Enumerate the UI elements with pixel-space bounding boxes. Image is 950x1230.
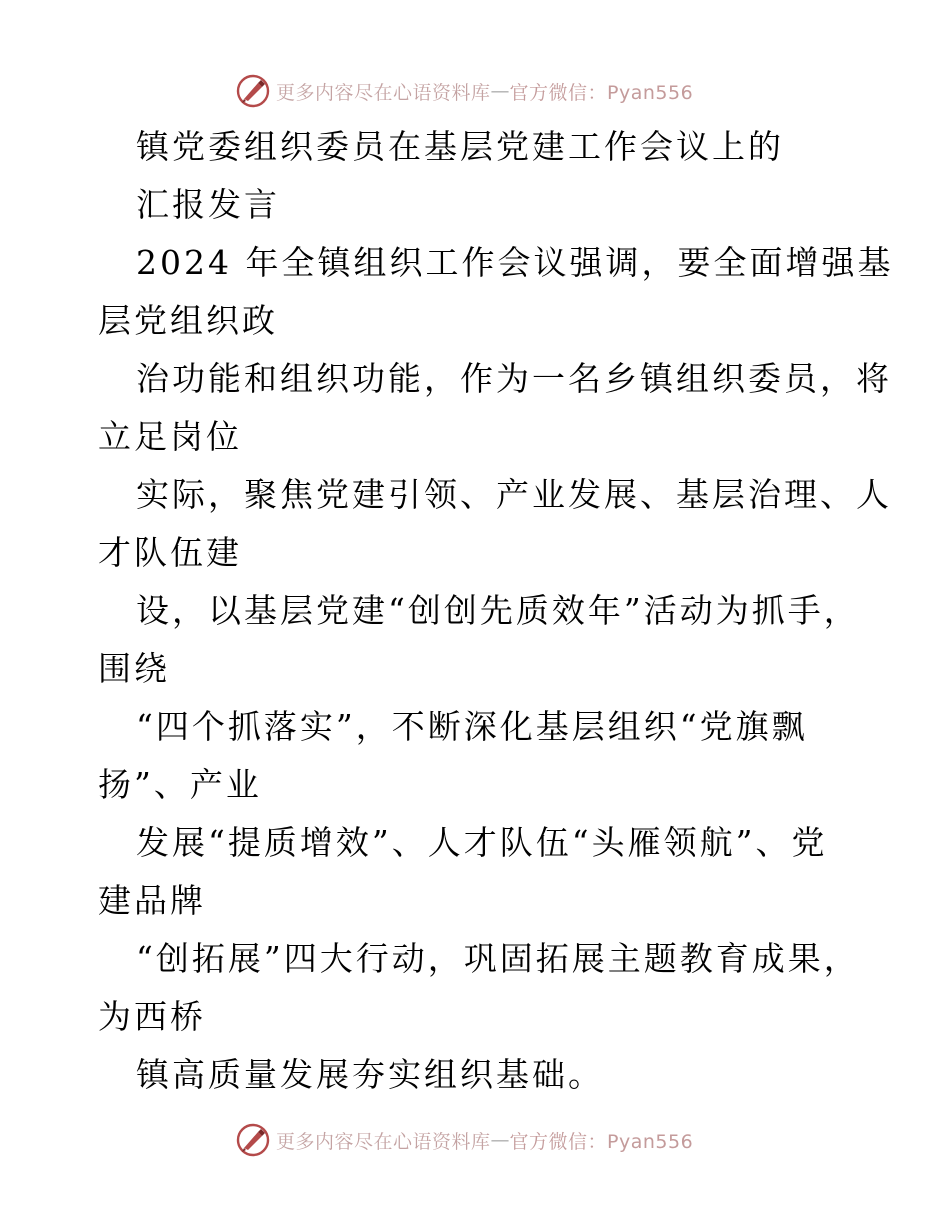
text-line: 建品牌 bbox=[98, 881, 206, 920]
text-line: 围绕 bbox=[98, 649, 170, 688]
text-line: 镇高质量发展夯实组织基础。 bbox=[136, 1055, 604, 1094]
text-line: 层党组织政 bbox=[98, 301, 278, 340]
text-line: 2024 年全镇组织工作会议强调，要全面增强基 bbox=[136, 243, 894, 282]
text-line: 治功能和组织功能，作为一名乡镇组织委员，将 bbox=[136, 359, 892, 398]
watermark-wechat-text: 官方微信：Pyan556 bbox=[509, 1130, 694, 1153]
watermark-lead-text: 更多内容尽在心语资料库 bbox=[276, 81, 491, 104]
text-line: 才队伍建 bbox=[98, 533, 242, 572]
title-line-2: 汇报发言 bbox=[136, 185, 280, 224]
text-line: 发展“提质增效”、人才队伍“头雁领航”、党 bbox=[136, 823, 828, 862]
title-line-1: 镇党委组织委员在基层党建工作会议上的 bbox=[136, 127, 784, 166]
text-line: “四个抓落实”，不断深化基层组织“党旗飘 bbox=[136, 707, 808, 746]
watermark-lead-text: 更多内容尽在心语资料库 bbox=[276, 1130, 491, 1153]
pen-circle-logo-icon bbox=[236, 74, 270, 108]
watermark-dash: — bbox=[490, 1129, 510, 1151]
pen-circle-logo-icon bbox=[236, 1123, 270, 1157]
text-line: 扬”、产业 bbox=[98, 765, 262, 804]
text-line: 为西桥 bbox=[98, 997, 206, 1036]
watermark-dash: — bbox=[490, 80, 510, 102]
watermark-banner-bottom bbox=[236, 1121, 716, 1159]
text-line: “创拓展”四大行动，巩固拓展主题教育成果， bbox=[136, 939, 860, 978]
watermark-banner-top bbox=[236, 72, 716, 110]
text-line: 立足岗位 bbox=[98, 417, 242, 456]
text-line: 实际，聚焦党建引领、产业发展、基层治理、人 bbox=[136, 475, 892, 514]
text-line: 设，以基层党建“创创先质效年”活动为抓手， bbox=[136, 591, 860, 630]
watermark-wechat-text: 官方微信：Pyan556 bbox=[509, 81, 694, 104]
